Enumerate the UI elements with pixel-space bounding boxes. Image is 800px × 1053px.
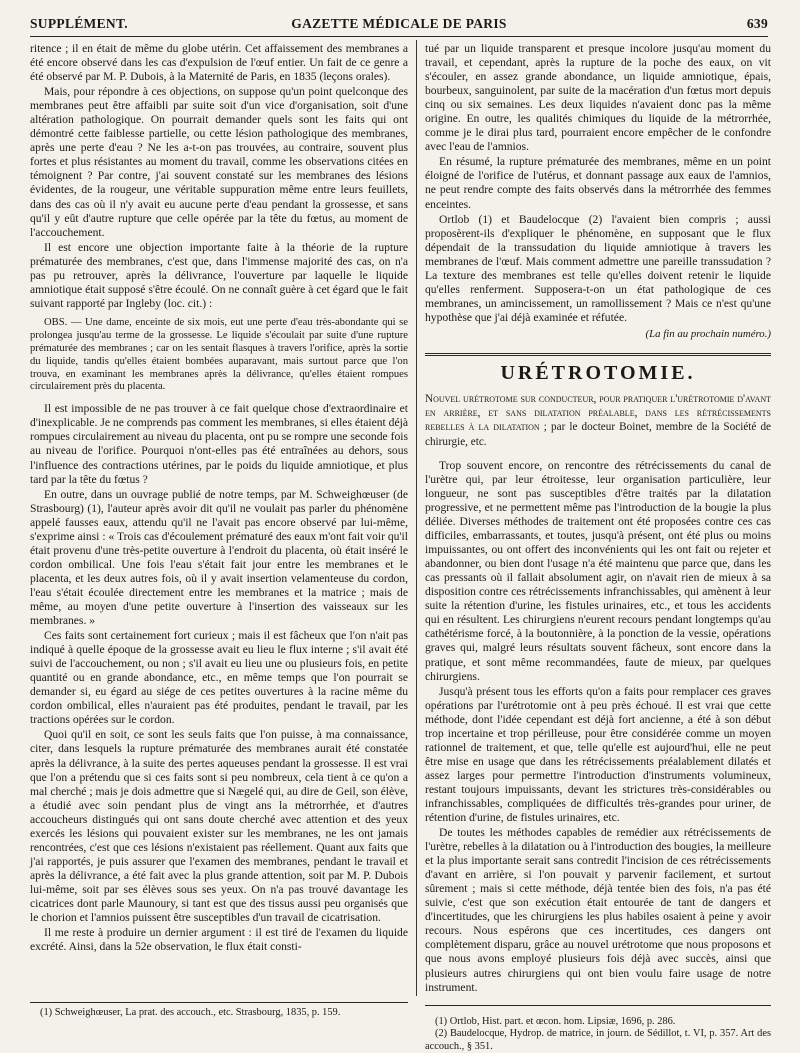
- left-column: [30, 42, 408, 955]
- section-title: URÉTROTOMIE.: [500, 361, 696, 384]
- left-footnotes: [30, 1002, 408, 1020]
- article-author: par le docteur Boinet, membre de la Société de chirurgie, etc.: [425, 421, 771, 448]
- paragraph: En résumé, la rupture prématurée des membranes, même en un point éloigné de l'orifice de l'utérus, et donnant passage aux eaux de l'amnios, ne peut rendre compte des faits observés dans la métrorrhée des femmes enceintes.: [425, 155, 771, 211]
- journal-title: GAZETTE MÉDICALE DE PARIS: [291, 16, 507, 31]
- running-head: [30, 14, 768, 37]
- paragraph: Il me reste à produire un dernier argument : il est tiré de l'examen du liquide excrété. Ainsi, dans la 52e observation, le flux était consti-: [30, 926, 408, 954]
- paragraph: En outre, dans un ouvrage publié de notre temps, par M. Schweighœuser (de Strasbourg) (1), l'auteur après avoir dit qu'il ne voulait pas parler du phénomène appelé fausses eaux, attendu qu'il ne l'avait pas encore observé par lui-même, s'exprime ainsi : « Trois cas d'écoulement prématuré des eaux m'ont fait voir qu'il était provenu d'une très-petite ouverture à l'endroit du placenta, où était inséré le cordon ombilical. Une fois l'eau s'était fait jour entre les membranes et le placenta, et les deux autres fois, où il y avait insertion velamenteuse du cordon, l'eau s'était écoulée directement entre les membranes et la matrice ; mais de même, au moyen d'une petite ouverture à l'insertion des vaisseaux sur les membranes. »: [30, 487, 408, 628]
- footnote: (2) Baudelocque, Hydrop. de matrice, in journ. de Sédillot, t. VI, p. 357. Art des accouch., § 351.: [425, 1028, 771, 1052]
- paragraph: Ortlob (1) et Baudelocque (2) l'avaient bien compris ; aussi proposèrent-ils d'expliquer le phénomène, en supposant que le flux dépendait de la transsudation du liquide amniotique à travers les membranes de l'œuf. Mais comment admettre une pareille transsudation ? La texture des membranes est telle qu'elles doivent retenir le liquide qu'elles renferment. Supposera-t-on un état pathologique de ces membranes, un amincissement, un ramollissement ? Mais ce n'est qu'une hypothèse que j'ai déjà examinée et réfutée.: [425, 212, 771, 324]
- section-rule: [425, 353, 771, 356]
- right-column: [425, 42, 771, 1053]
- observation-block: OBS. — Une dame, enceinte de six mois, eut une perte d'eau très-abondante qui se prolongea jusqu'au terme de la grossesse. Le liquide s'écoulait par suite d'une rupture prématurée des membranes ; car on les sentait flasques à travers l'orifice, après la sortie du liquide, tandis qu'elles étaient bombées auparavant, mais surtout parce que l'on trouva, en examinant les membranes après la délivrance, qu'elles étaient rompues circulairement près du placenta.: [30, 316, 408, 393]
- article-heading: [425, 392, 771, 449]
- paragraph: De toutes les méthodes capables de remédier aux rétrécissements de l'urètre, rebelles à la dilatation ou à l'introduction des bougies, la meilleure et la plus importante serait sans contredit l'incision de ces rétrécissements d'avant en arrière, si l'on pouvait y parvenir facilement, et surtout sûrement ; mais si cette méthode, déjà tentée bien des fois, n'a pas été suivie, c'est que son exécution était entourée de tant de dangers et d'incertitudes, que les chirurgiens les plus habiles osaient à peine y avoir recours. Nous espérons que ces incertitudes, ces dangers ont complètement disparu, grâce au nouvel urétrotome que nous proposons et que nous avons employé plusieurs fois déjà avec succès, ainsi que plusieurs autres chirurgiens qui ont bien voulu faire usage de notre instrument.: [425, 826, 771, 994]
- footnote: (1) Ortlob, Hist. part. et œcon. hom. Lipsiæ, 1696, p. 286.: [435, 1015, 676, 1027]
- paragraph: Ces faits sont certainement fort curieux ; mais il est fâcheux que l'on n'ait pas indiqué à quelle époque de la grossesse avait eu lieu le flux interne ; s'il avait été suivi de l'accouchement, ou non ; s'il avait eu lieu une ou plusieurs fois, en petite quantité ou en grande abondance, etc., en même temps que l'on pourrait se demander si, eu égard au siége de ces petites ouvertures à la racine même du cordon ombilical, elles n'auraient pas été produites, pendant le travail, par les tractions opérées sur le cordon.: [30, 629, 408, 727]
- footnote: (1) Schweighœuser, La prat. des accouch., etc. Strasbourg, 1835, p. 159.: [40, 1007, 341, 1018]
- page-number: 639: [746, 16, 768, 31]
- paragraph: Il est impossible de ne pas trouver à ce fait quelque chose d'extraordinaire et d'inexplicable. Je ne comprends pas comment les membranes, si elles étaient déjà rompues circulairement au niveau du placenta, ont pu se rompre une seconde fois au niveau de l'orifice. Pourquoi n'ont-elles pas été entraînées au dehors, sous l'influence des contractions utérines, par le poids du liquide amniotique, et plus tard par la tête du fœtus ?: [30, 402, 408, 486]
- paragraph: Jusqu'à présent tous les efforts qu'on a faits pour remplacer ces graves opérations par l'urétrotomie ont à peu près échoué. Il est vrai que cette méthode, dont l'idée cependant est déjà fort ancienne, a été à son début trop incertaine et trop périlleuse, pour être considérée comme un moyen rationnel de traitement, et que, telle qu'elle est aujourd'hui, elle ne peut être mise en usage que dans les rétrécissements préalablement dilatés et assez larges pour permettre l'introduction d'instruments volumineux, restant toujours impuissants, devant les strictures très-considérables ou infranchissables, compliquées de difficultés très-grandes pour uriner, de rétention d'urine, de fistules urinaires, etc.: [425, 684, 771, 825]
- paragraph: tué par un liquide transparent et presque incolore jusqu'au moment du travail, et cependant, après la rupture de la poche des eaux, on vit s'écouler, en assez grande abondance, un liquide amniotique, épais, bourbeux, sanguinolent, par suite de la macération d'un fœtus mort depuis cinq ou six semaines. Les deux liquides n'avaient donc pas la même origine. En outre, les qualités chimiques du liquide de la métrorrhée, comme je le dirai plus tard, pourraient encore empêcher de le confondre avec l'eau de l'amnios.: [425, 42, 771, 154]
- header-supplement: SUPPLÉMENT.: [30, 16, 128, 31]
- column-divider: [416, 40, 417, 996]
- footnote-rule: [425, 1005, 771, 1006]
- article-title: Nouvel urétrotome sur conducteur, pour pratiquer l'urétrotomie d'avant en arrière, et sans dilatation préalable, dans les rétrécissements rebelles à la dilatation ;: [425, 393, 771, 434]
- paragraph: Trop souvent encore, on rencontre des rétrécissements du canal de l'urètre qui, par leur étroitesse, leur organisation particulière, leur longueur, ne sont pas susceptibles d'être traités par la dilatation progressive, et ne permettent même pas l'introduction de la bougie la plus déliée. Diverses méthodes de traitement ont été proposées contre ces cas difficiles, embarrassants, et toutes, jusqu'à présent, ont été plus ou moins impuissantes, ou ont offert des inconvénients qui les ont fait ou rejeter et abandonner, ou bien dont l'usage n'a été maintenu que parce que, dans les cas pressants où il fallait absolument agir, on n'avait rien de mieux à sa disposition contre ces rétrécissements infranchissables, qui amènent à leur suite la rétention d'urine, les fistules urinaires, etc., et tous les accidents qui en résultent. Les chirurgiens n'eurent recours pendant longtemps qu'au cathétérisme forcé, à la boutonnière, à la ponction de la vessie, opérations graves qui, malgré leurs résultats souvent fâcheux, sont encore dans la pratique, et sont même recommandées, faute de mieux, par quelques chirurgiens.: [425, 458, 771, 683]
- paragraph: Mais, pour répondre à ces objections, on suppose qu'un point quelconque des membranes peut être affaibli par suite soit d'un vice d'organisation, soit d'une altération pathologique. On pourrait demander quels sont les faits qui ont démontré cette faiblesse partielle, ou cette lésion pathologique des membranes, après une perte d'eau ? Ne les a-t-on pas trouvées, au contraire, souvent plus fortes et plus résistantes au moment du travail, comme les observations citées en témoignent ? Par contre, j'ai souvent constaté sur les membranes des lésions évidentes, de la rougeur, une véritable suppuration même entre leurs feuillets, dans des cas où il n'y avait eu aucune perte d'eau pendant la grossesse, et sans qu'il y eût d'autre rupture que celle opérée par la tête du fœtus, au moment de l'accouchement.: [30, 85, 408, 239]
- continuation-note: (La fin au prochain numéro.): [645, 327, 771, 340]
- paragraph: ritence ; il en était de même du globe utérin. Cet affaissement des membranes a été encore observé dans les cas d'expulsion de l'œuf entier. Un fait de ce genre a été observé par M. P. Dubois, à la Maternité de Paris, en 1835 (leçons orales).: [30, 42, 408, 84]
- paragraph: Il est encore une objection importante faite à la théorie de la rupture prématurée des membranes, c'est que, dans l'immense majorité des cas, on n'a pas pu retrouver, après la délivrance, l'ouverture par laquelle le liquide amniotique était supposé s'être écoulé. On ne connaît guère à cet égard que le fait suivant rapporté par Ingleby (loc. cit.) :: [30, 240, 408, 310]
- paragraph: Quoi qu'il en soit, ce sont les seuls faits que l'on puisse, à ma connaissance, citer, dans lesquels la rupture prématurée des membranes aurait été constatée après la délivrance, à la suite des pertes aqueuses pendant la grossesse. Il est vrai que l'on a prétendu que si ces faits sont si peu nombreux, cela tient à ce qu'on a mal cherché ; mais je dois admettre que si Nægelé qui, au dire de Geil, son élève, a étudié avec soin pendant plus de vingt ans la métrorrhée, et d'autres accoucheurs distingués qui ont sans doute cherché avec attention et des yeux exercés les lésions qui pouvaient exister sur les membranes, ne les ont jamais rencontrées, c'est que ces lésions n'existaient pas réellement. Quant aux faits que j'ai rapportés, je puis assurer que l'examen des membranes, pendant le travail et après la délivrance, a été fait avec la plus grande attention, soit par M. P. Dubois lui-même, soit par ses élèves sous ses yeux. On n'a pas trouvé davantage les cicatrices dont parle Maunoury, si tant est que des tissus aussi peu organisés que le chorion et l'amnios puissent être susceptibles d'un travail de cicatrisation.: [30, 728, 408, 925]
